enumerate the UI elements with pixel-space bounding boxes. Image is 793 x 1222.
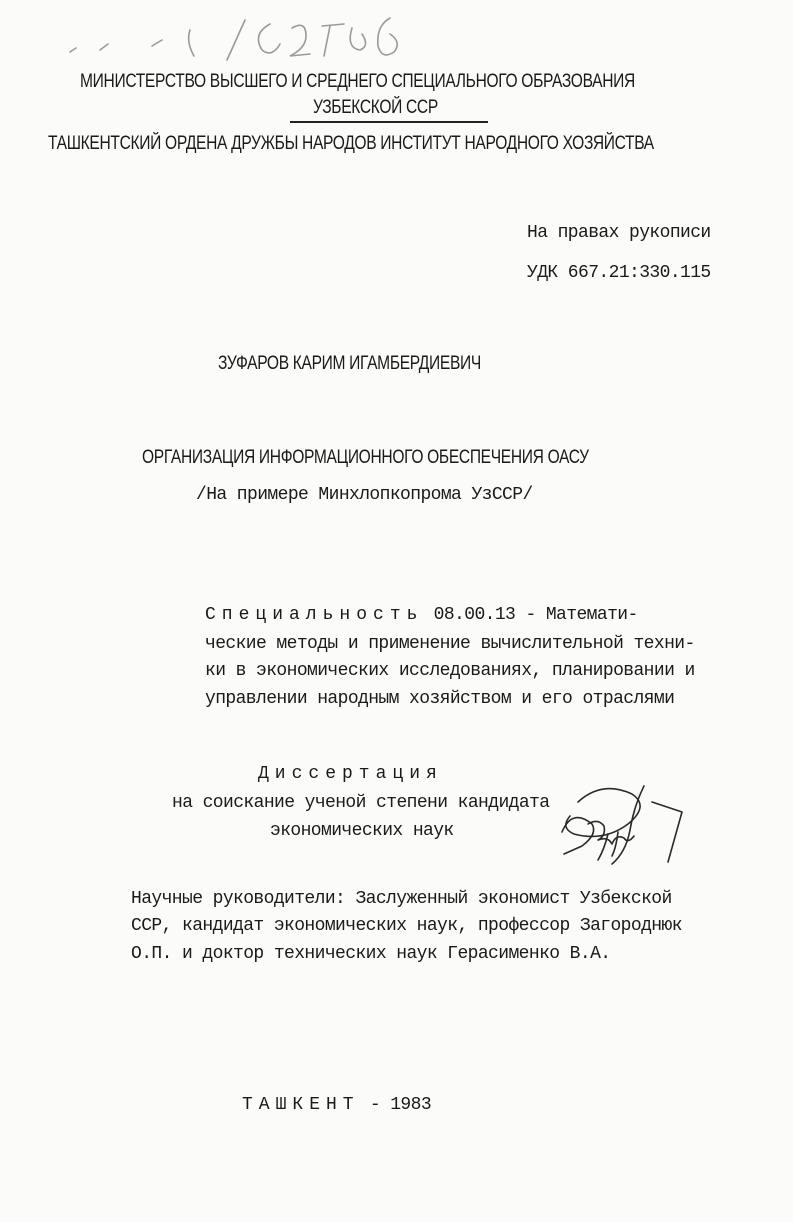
specialty-label: Специальность <box>205 605 424 625</box>
specialty-line-4: управлении народным хозяйством и его отраслями <box>205 689 675 709</box>
specialty-line-3: ки в экономических исследованиях, планировании и <box>205 661 695 681</box>
dissertation-label: Диссертация <box>258 764 443 784</box>
ministry-subtitle: УЗБЕКСКОЙ ССР <box>313 97 438 118</box>
udc-code: УДК 667.21:330.115 <box>527 263 711 283</box>
dissertation-title: ОРГАНИЗАЦИЯ ИНФОРМАЦИОННОГО ОБЕСПЕЧЕНИЯ ОАСУ <box>142 447 589 468</box>
city-year <box>242 1096 431 1114</box>
supervisors-line-3: О.П. и доктор технических наук Герасименко В.А. <box>131 944 611 964</box>
specialty-line-2: ческие методы и применение вычислительной техни- <box>205 634 695 654</box>
dissertation-subtitle: /На примере Минхлопкопрома УзССР/ <box>196 485 533 505</box>
archive-number-handwriting <box>60 6 440 66</box>
degree-line-2: экономических наук <box>270 821 454 841</box>
supervisors-line-1: Научные руководители: Заслуженный экономист Узбекской <box>131 889 672 909</box>
supervisors-line-2: ССР, кандидат экономических наук, профессор Загороднюк <box>131 916 682 936</box>
author-name: ЗУФАРОВ КАРИМ ИГАМБЕРДИЕВИЧ <box>218 353 481 374</box>
specialty-line-1 <box>205 606 638 624</box>
year: - 1983 <box>369 1095 432 1115</box>
manuscript-rights: На правах рукописи <box>527 223 711 243</box>
city: ТАШКЕНТ <box>242 1095 360 1115</box>
header-underline <box>290 121 488 123</box>
ministry-title: МИНИСТЕРСТВО ВЫСШЕГО И СРЕДНЕГО СПЕЦИАЛЬНОГО ОБРАЗОВАНИЯ <box>80 71 635 92</box>
specialty-code: 08.00.13 - Математи- <box>433 605 638 625</box>
author-signature <box>548 772 688 872</box>
institute-title: ТАШКЕНТСКИЙ ОРДЕНА ДРУЖБЫ НАРОДОВ ИНСТИТУТ НАРОДНОГО ХОЗЯЙСТВА <box>48 133 654 154</box>
degree-line-1: на соискание ученой степени кандидата <box>172 793 550 813</box>
